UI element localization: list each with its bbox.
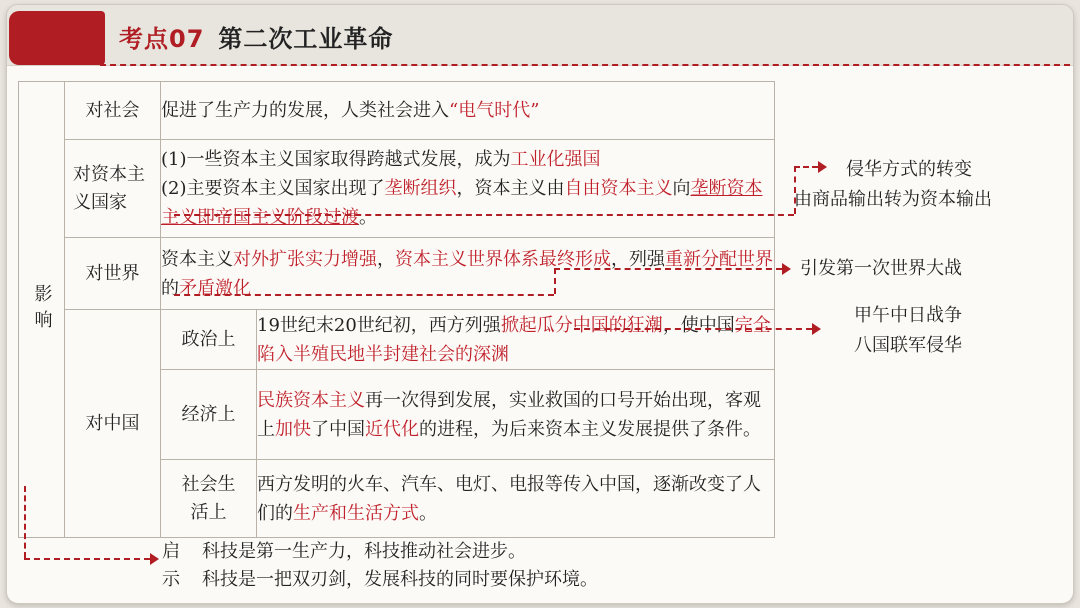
capitalism-line2-red2: 自由资本主义: [564, 178, 673, 199]
economic-t1: 再一次得到发展，实业救国的口号开始出现，客观上: [257, 389, 761, 440]
connector-world-arrow-line: [554, 268, 782, 270]
china-label: 对中国: [65, 310, 161, 538]
social-t2: 。: [419, 502, 437, 524]
social-t1: 西方发明的火车、汽车、电灯、电报等传入中国，逐渐改变了人们的: [257, 473, 761, 524]
economic-r3: 近代化: [365, 418, 419, 440]
connector-political-line: [574, 328, 812, 330]
economic-t2: 了中国: [311, 418, 365, 440]
capitalism-line2-red3: 垄断资本主义即帝国主义阶段过渡: [161, 178, 763, 228]
influence-label-text: 影响: [31, 283, 53, 336]
capitalism-text: [161, 140, 775, 238]
economic-text: [257, 370, 775, 460]
world-t1: 资本主义: [161, 248, 233, 270]
side-note-ww1: 引发第一次世界大战: [800, 258, 962, 279]
connector-world-vertical: [554, 268, 556, 294]
economic-r2: 加快: [275, 418, 311, 440]
revelation-line-1: [162, 538, 598, 566]
political-r1: 掀起瓜分中国的狂潮: [500, 314, 663, 336]
economic-t3: 的进程，为后来资本主义发展提供了条件。: [419, 418, 761, 440]
world-r4: 矛盾激化: [179, 277, 251, 299]
topic-title: 第二次工业革命: [218, 25, 394, 53]
political-t2: ，使中国: [662, 314, 735, 336]
influence-label: [19, 82, 65, 538]
capitalism-label: [65, 140, 161, 238]
capitalism-line2-red1: 垄断组织: [384, 178, 457, 199]
world-label: 对世界: [65, 238, 161, 310]
economic-r1: 民族资本主义: [257, 389, 365, 411]
revelation-key-1: 启: [162, 541, 180, 562]
arrow-head-wars: [812, 323, 821, 335]
capitalism-line2: (2)主要资本主义国家出现了: [161, 178, 385, 199]
society-label: 对社会: [65, 82, 161, 140]
capitalism-line1-red: 工业化强国: [510, 149, 601, 170]
political-t1: 19世纪末20世纪初，西方列强: [257, 314, 501, 336]
revelation-text-1: 科技是第一生产力，科技推动社会进步。: [202, 541, 526, 562]
society-text: [161, 82, 775, 140]
side-note-aggression-line2: 由商品输出转为资本输出: [794, 189, 992, 210]
revelation-line-2: [162, 566, 598, 594]
world-t2: ，: [377, 248, 395, 270]
society-text-red: “电气时代”: [449, 100, 540, 121]
political-r2: 完全陷入半殖民地半封建社会的深渊: [257, 314, 771, 365]
revelation-text-2: 科技是一把双刃剑，发展科技的同时要保护环境。: [202, 569, 598, 590]
social-label-text: 社会生活上: [181, 473, 236, 523]
capitalism-line2-mid: ，资本主义由: [456, 178, 565, 199]
capitalism-label-text: 对资本主义国家: [73, 163, 145, 213]
social-text: [257, 460, 775, 538]
political-text: [257, 310, 775, 370]
political-label: 政治上: [161, 310, 257, 370]
title-tab-decoration: [9, 11, 105, 65]
connector-world-line: [174, 294, 554, 296]
page-title: [119, 19, 393, 54]
side-note-aggression-line1: 侵华方式的转变: [846, 159, 972, 180]
header-bar: [7, 5, 1073, 66]
world-r1: 对外扩张实力增强: [233, 248, 377, 270]
capitalism-line2-mid2: 向: [672, 178, 691, 199]
connector-revelation-vertical: [24, 486, 26, 558]
arrow-head-revelation: [150, 553, 159, 565]
influence-table: [18, 81, 775, 538]
arrow-head-aggression: [818, 161, 827, 173]
capitalism-line2-end: 。: [359, 207, 377, 228]
social-label: [161, 460, 257, 538]
capitalism-line1: (1)一些资本主义国家取得跨越式发展，成为: [161, 149, 511, 170]
arrow-head-ww1: [782, 263, 791, 275]
society-text-pre: 促进了生产力的发展，人类社会进入: [161, 100, 449, 121]
world-r2: 资本主义世界体系最终形成: [395, 248, 611, 270]
world-t3: ，列强: [611, 248, 665, 270]
connector-revelation-line: [24, 558, 150, 560]
revelation-block: [162, 538, 598, 594]
social-r1: 生产和生活方式: [293, 502, 419, 524]
world-r3: 重新分配世界: [665, 248, 773, 270]
topic-code: 考点07: [119, 25, 205, 53]
world-t4: 的: [161, 277, 179, 299]
revelation-key-2: 示: [162, 569, 180, 590]
connector-capitalism-line: [174, 214, 794, 216]
side-note-war1: 甲午中日战争: [854, 305, 962, 326]
world-text: [161, 238, 775, 310]
side-note-war2: 八国联军侵华: [854, 335, 962, 356]
header-dashed-line: [100, 64, 1070, 66]
economic-label: 经济上: [161, 370, 257, 460]
connector-capitalism-arrow-line: [794, 166, 818, 168]
